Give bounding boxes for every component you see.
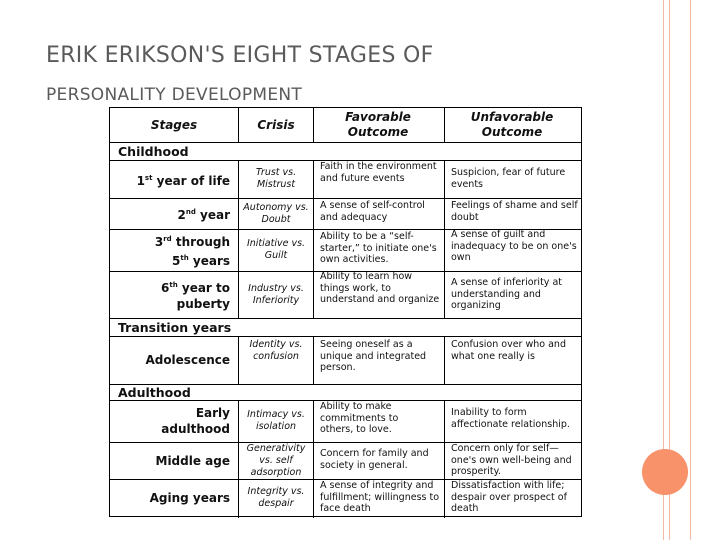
unfavorable-cell: Concern only for self—one's own well-being and prosperity. xyxy=(451,443,572,477)
unfavorable-cell: A sense of inferiority at understanding and organizing xyxy=(451,277,562,311)
decor-circle xyxy=(642,449,688,495)
stage-label: Adolescence xyxy=(145,353,230,367)
favorable-cell: A sense of self-control and adequacy xyxy=(320,200,425,223)
favorable-cell: Ability to learn how things work, to understand and organize xyxy=(320,271,440,305)
section-adulthood: Adulthood xyxy=(118,385,191,400)
favorable-cell: Seeing oneself as a unique and integrated person. xyxy=(320,339,427,373)
stage-label-part: year xyxy=(195,208,230,222)
favorable-cell: Concern for family and society in general. xyxy=(320,448,429,471)
unfavorable-cell: Feelings of shame and self doubt xyxy=(451,200,578,223)
title-line-1: ERIK ERIKSON'S EIGHT STAGES OF xyxy=(46,43,434,68)
stage-label-part: 6 xyxy=(160,281,170,295)
stage-label xyxy=(110,400,238,442)
crisis-cell: Generativity vs. self adsorption xyxy=(246,442,306,478)
stage-label-part: 5 xyxy=(172,254,181,268)
stage-label-part: year of life xyxy=(152,173,230,188)
stage-label-part: 2 xyxy=(177,208,186,222)
crisis-cell: Identity vs. confusion xyxy=(249,339,303,362)
title-line-2: PERSONALITY DEVELOPMENT xyxy=(46,85,303,105)
favorable-cell: Ability to make commitments to others, to love. xyxy=(320,401,399,435)
unfavorable-cell: Suspicion, fear of future events xyxy=(451,167,566,190)
stage-label-sup: th xyxy=(169,281,178,289)
crisis-cell: Industry vs. Inferiority xyxy=(248,282,304,306)
stage-label-part: adulthood xyxy=(161,422,230,436)
section-childhood: Childhood xyxy=(118,144,189,159)
crisis-cell: Initiative vs. Guilt xyxy=(246,238,306,261)
header-unfavorable: Unfavorable Outcome xyxy=(470,110,554,139)
stage-label-sup: rd xyxy=(163,235,172,243)
unfavorable-cell: A sense of guilt and inadequacy to be on one's own xyxy=(451,229,577,263)
stage-label: Aging years xyxy=(149,491,230,505)
header-stages: Stages xyxy=(150,117,198,132)
stage-label-part: years xyxy=(188,254,230,268)
favorable-cell: A sense of integrity and fulfillment; willingness to face death xyxy=(320,480,440,514)
stage-label xyxy=(110,198,238,229)
stage-label-sup: nd xyxy=(185,208,196,216)
stage-label xyxy=(110,271,238,318)
slide-title xyxy=(46,38,606,110)
stage-label-part: 1 xyxy=(136,173,145,188)
unfavorable-cell: Inability to form affectionate relationship. xyxy=(451,407,570,430)
crisis-cell: Integrity vs. despair xyxy=(247,486,305,509)
stage-label: Middle age xyxy=(155,453,230,468)
stage-label xyxy=(110,229,238,271)
unfavorable-cell: Confusion over who and what one really is xyxy=(451,339,566,362)
crisis-cell: Autonomy vs. Doubt xyxy=(243,201,309,225)
section-transition-years: Transition years xyxy=(118,320,232,335)
header-favorable: Favorable Outcome xyxy=(345,110,411,139)
stage-label-sup: th xyxy=(180,254,189,262)
stage-label-part: puberty xyxy=(176,297,230,311)
row-divider xyxy=(110,318,581,319)
stage-label-sup: st xyxy=(144,173,153,182)
stage-label-part: Early xyxy=(195,406,230,420)
favorable-cell: Ability to be a “self-starter,” to initiate one's own activities. xyxy=(320,231,437,265)
stage-label-part: through xyxy=(171,235,230,249)
crisis-cell: Trust vs. Mistrust xyxy=(255,167,297,190)
decor-line-3 xyxy=(690,0,691,540)
row-divider xyxy=(110,142,581,143)
stage-label-part: year to xyxy=(177,281,230,295)
favorable-cell: Faith in the environment and future events xyxy=(320,161,437,184)
stage-label xyxy=(110,160,238,198)
stage-label-part: 3 xyxy=(154,235,164,249)
crisis-cell: Intimacy vs. isolation xyxy=(247,409,305,432)
unfavorable-cell: Dissatisfaction with life; despair over prospect of death xyxy=(451,480,567,514)
col-divider xyxy=(444,108,445,142)
col-divider xyxy=(313,108,314,142)
stages-table xyxy=(109,107,582,517)
header-crisis: Crisis xyxy=(257,117,295,132)
